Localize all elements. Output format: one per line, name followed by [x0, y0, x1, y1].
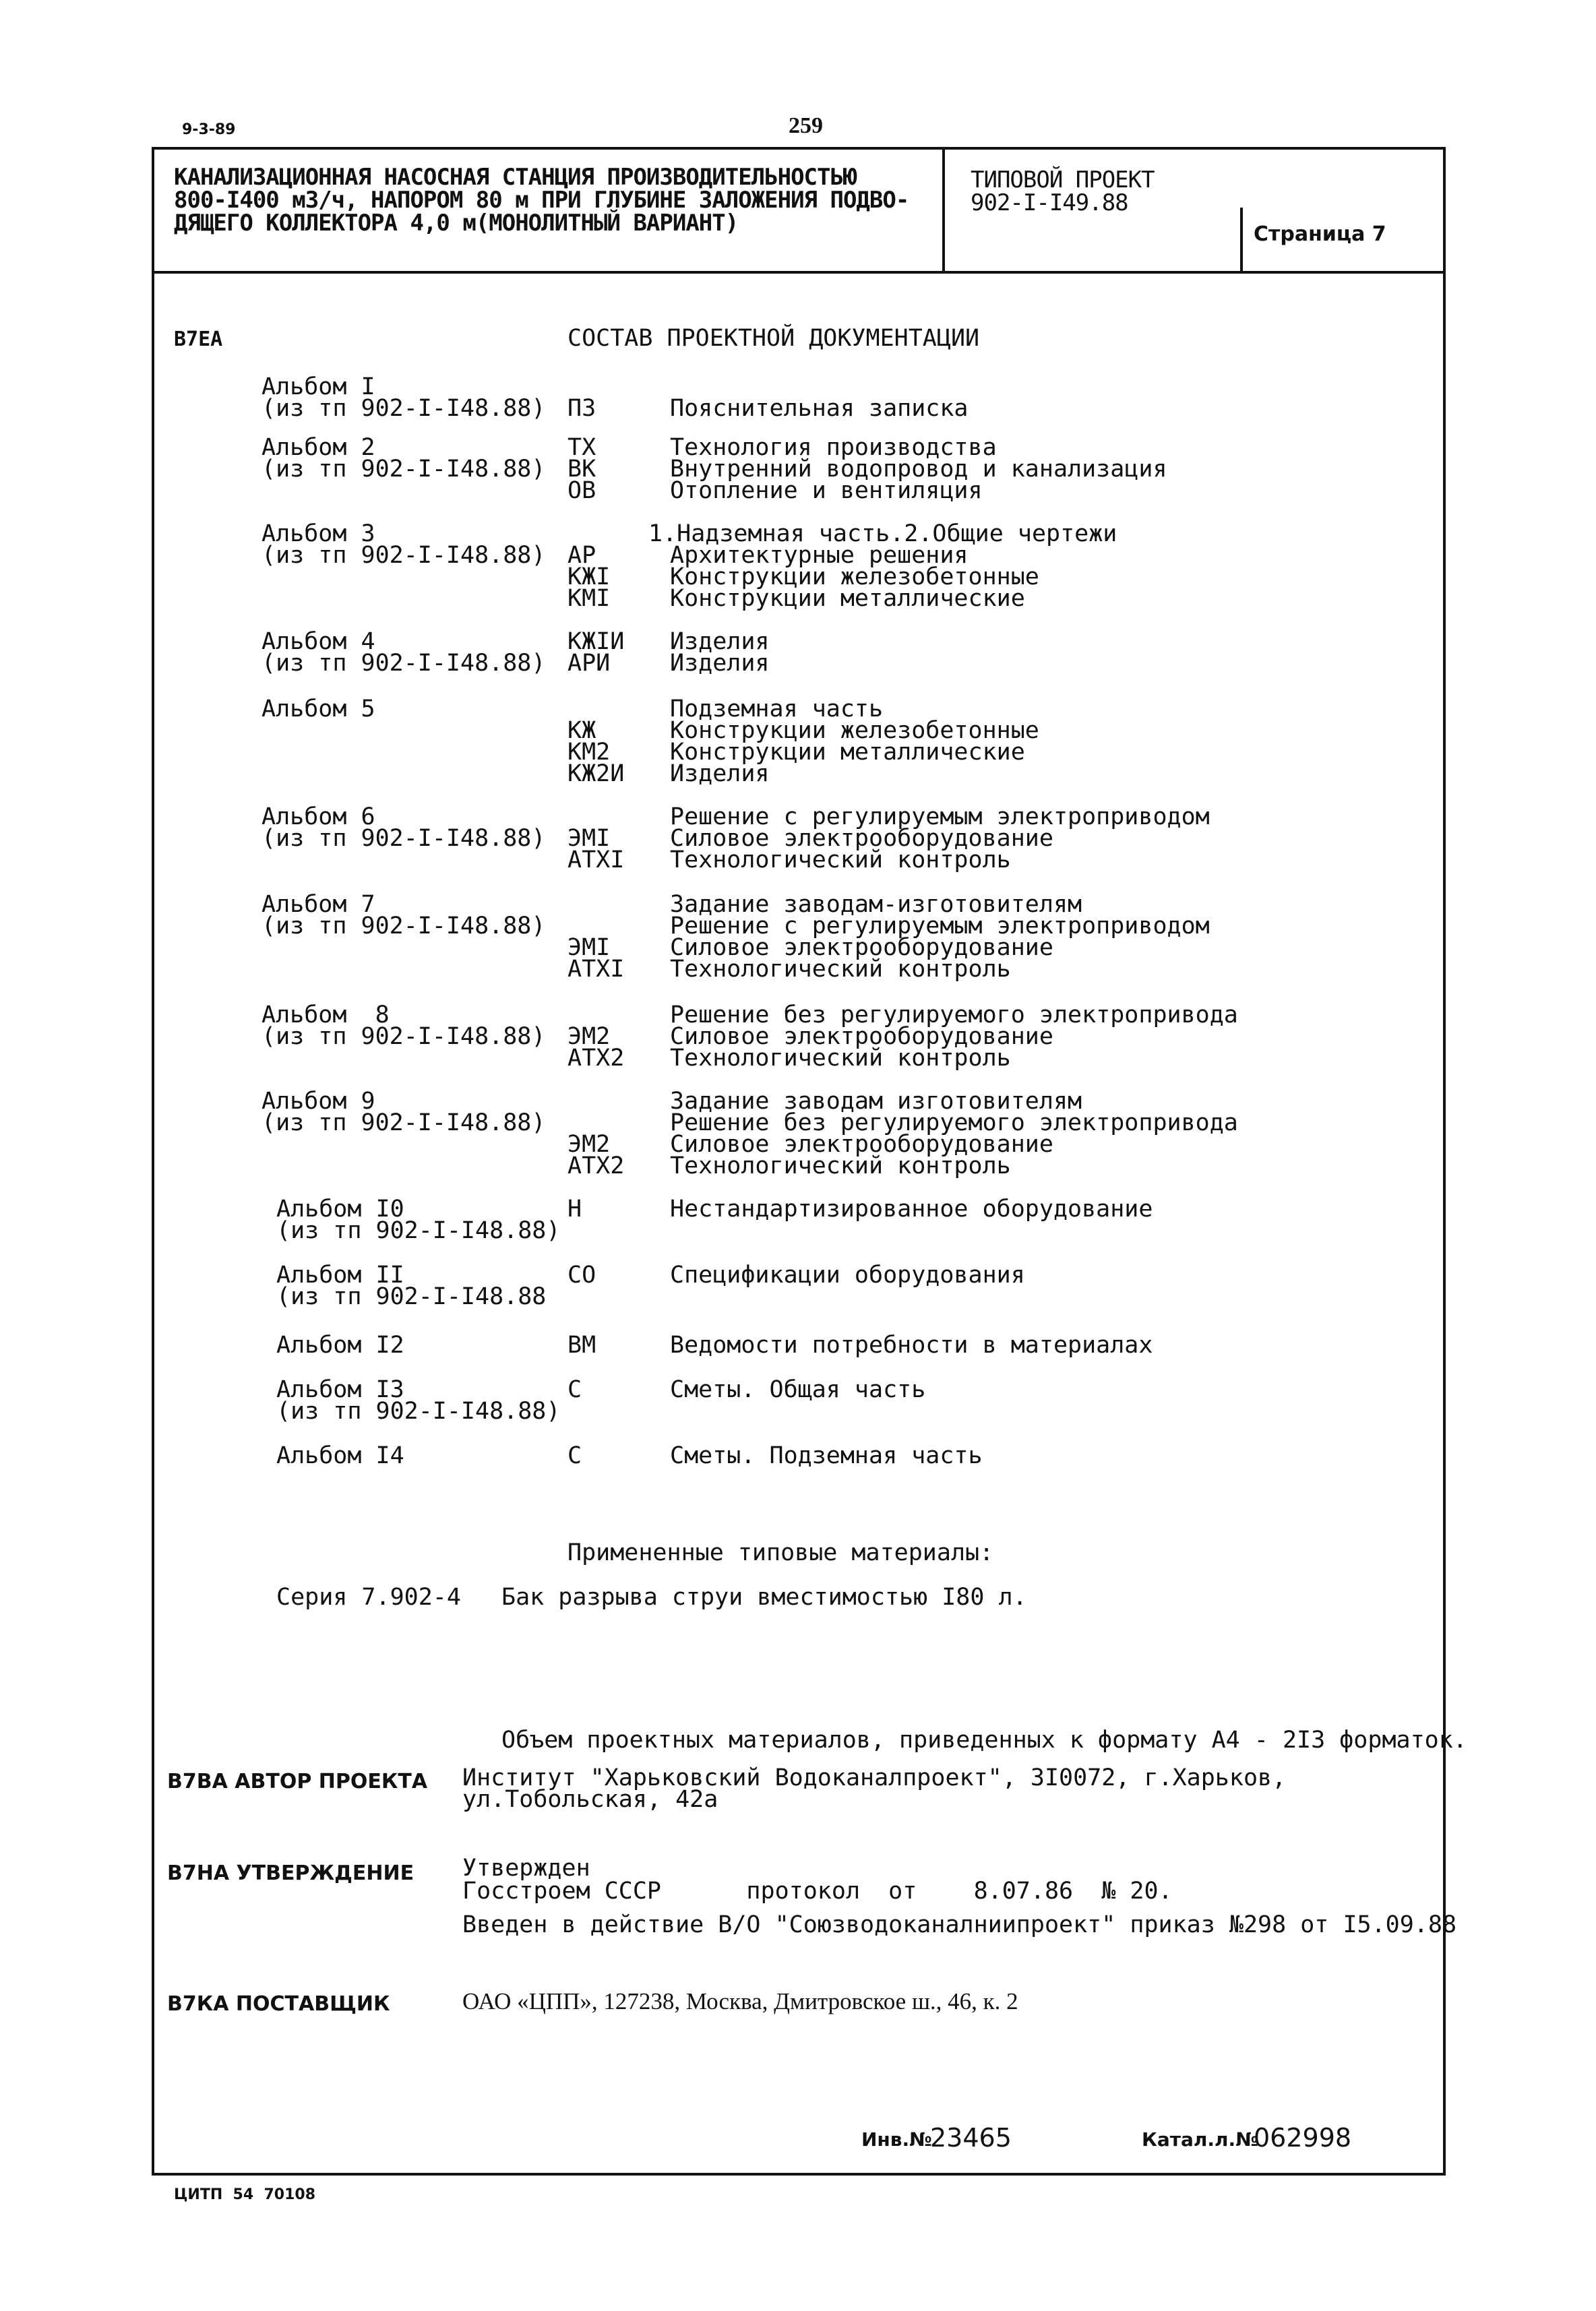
doc-title: Конструкции железобетонные — [670, 717, 1039, 744]
doc-code: АРИ — [567, 650, 611, 677]
doc-code: ОВ — [567, 477, 596, 504]
doc-title: Отопление и вентиляция — [670, 477, 983, 504]
doc-code: КМ2 — [567, 739, 611, 766]
header-title-line-1: КАНАЛИЗАЦИОННАЯ НАСОСНАЯ СТАНЦИЯ ПРОИЗВОДИТЕЛЬНОСТЬЮ — [174, 164, 857, 191]
doc-title: Конструкции металлические — [670, 585, 1025, 612]
album-name: Альбом I — [262, 373, 375, 400]
author-label: В7ВА АВТОР ПРОЕКТА — [167, 1770, 428, 1793]
doc-title: Технологический контроль — [670, 956, 1011, 983]
doc-title: 1.Надземная часть.2.Общие чертежи — [648, 520, 1117, 547]
applied-title: Примененные типовые материалы: — [567, 1539, 994, 1566]
print-code: ЦИТП 54 70108 — [174, 2186, 316, 2203]
album-source: (из тп 902-I-I48.88) — [262, 1023, 546, 1050]
album-name: Альбом 4 — [262, 628, 375, 655]
header-divider — [152, 271, 1446, 274]
project-number: 902-I-I49.88 — [971, 189, 1128, 216]
doc-title: Силовое электрооборудование — [670, 934, 1053, 961]
album-name: Альбом 5 — [262, 696, 375, 722]
doc-code: ЭМI — [567, 934, 611, 961]
header-title-line-3: ДЯЩЕГО КОЛЛЕКТОРА 4,0 м(МОНОЛИТНЫЙ ВАРИАНТ) — [174, 210, 739, 237]
doc-title: Пояснительная записка — [670, 395, 969, 422]
album-source: (из тп 902-I-I48.88) — [262, 456, 546, 483]
project-label: ТИПОВОЙ ПРОЕКТ — [971, 166, 1155, 193]
doc-title: Задание заводам изготовителям — [670, 1088, 1082, 1115]
doc-code: ВМ — [567, 1332, 596, 1359]
doc-title: Конструкции железобетонные — [670, 563, 1039, 590]
doc-title: Силовое электрооборудование — [670, 1023, 1053, 1050]
doc-code: ВК — [567, 456, 596, 483]
album-name: Альбом 9 — [262, 1088, 375, 1115]
doc-title: Технологический контроль — [670, 1045, 1011, 1072]
album-name: Альбом I3 — [276, 1376, 404, 1403]
doc-code: КМI — [567, 585, 611, 612]
doc-title: Решение без регулируемого электропривода — [670, 1109, 1238, 1136]
applied-text: Бак разрыва струи вместимостью I80 л. — [501, 1584, 1027, 1611]
doc-code: АР — [567, 542, 596, 569]
doc-code: ЭМI — [567, 825, 611, 852]
header-vdivider-1 — [942, 147, 945, 272]
volume-text: Объем проектных материалов, приведенных к формату А4 - 2I3 форматок. — [501, 1727, 1467, 1754]
album-source: (из тп 902-I-I48.88) — [276, 1217, 561, 1244]
doc-title: Ведомости потребности в материалах — [670, 1332, 1153, 1359]
series-code: 9-3-89 — [182, 121, 236, 138]
doc-code: ЭМ2 — [567, 1023, 611, 1050]
doc-title: Силовое электрооборудование — [670, 825, 1053, 852]
approval-label: В7НА УТВЕРЖДЕНИЕ — [167, 1861, 415, 1885]
album-source: (из тп 902-I-I48.88 — [276, 1283, 547, 1310]
header-vdivider-2 — [1240, 208, 1243, 272]
author-line-2: ул.Тобольская, 42а — [462, 1786, 718, 1813]
doc-title: Конструкции металлические — [670, 739, 1025, 766]
album-name: Альбом I0 — [276, 1196, 404, 1223]
album-source: (из тп 902-I-I48.88) — [262, 1109, 546, 1136]
supplier-label: В7КА ПОСТАВЩИК — [167, 1992, 390, 2016]
album-source: (из тп 902-I-I48.88) — [262, 395, 546, 422]
doc-code: АТХI — [567, 956, 625, 983]
section-code: В7ЕА — [174, 328, 223, 351]
album-name: Альбом 7 — [262, 891, 375, 918]
doc-title: Внутренний водопровод и канализация — [670, 456, 1167, 483]
doc-title: Нестандартизированное оборудование — [670, 1196, 1153, 1223]
doc-title: Решение с регулируемым электроприводом — [670, 803, 1210, 830]
doc-code: КЖ2И — [567, 760, 625, 787]
doc-code: ТХ — [567, 434, 596, 461]
doc-code: АТХ2 — [567, 1045, 625, 1072]
section-title: СОСТАВ ПРОЕКТНОЙ ДОКУМЕНТАЦИИ — [567, 325, 980, 352]
doc-code: ПЗ — [567, 395, 596, 422]
doc-code: КЖIИ — [567, 628, 625, 655]
doc-title: Решение с регулируемым электроприводом — [670, 913, 1210, 939]
doc-title: Технологический контроль — [670, 1152, 1011, 1179]
doc-code: Н — [567, 1196, 582, 1223]
doc-title: Сметы. Подземная часть — [670, 1442, 983, 1469]
album-source: (из тп 902-I-I48.88) — [262, 542, 546, 569]
album-name: Альбом 6 — [262, 803, 375, 830]
album-name: Альбом 2 — [262, 434, 375, 461]
album-source: (из тп 902-I-I48.88) — [262, 825, 546, 852]
doc-title: Технологический контроль — [670, 846, 1011, 873]
header-title-line-2: 800-I400 м3/ч, НАПОРОМ 80 м ПРИ ГЛУБИНЕ ЗАЛОЖЕНИЯ ПОДВО- — [174, 187, 909, 214]
doc-code: АТХI — [567, 846, 625, 873]
album-source: (из тп 902-I-I48.88) — [262, 913, 546, 939]
doc-title: Технология производства — [670, 434, 997, 461]
catalog-label: Катал.л.№ — [1142, 2128, 1258, 2151]
doc-code: СО — [567, 1262, 596, 1289]
doc-code: КЖ — [567, 717, 596, 744]
album-name: Альбом I4 — [276, 1442, 404, 1469]
applied-series: Серия 7.902-4 — [276, 1584, 461, 1611]
approval-line-3: Введен в действие В/О "Союзводоканалниипроект" приказ №298 от I5.09.88 — [462, 1911, 1457, 1938]
album-name: Альбом 8 — [262, 1002, 390, 1028]
author-line-1: Институт "Харьковский Водоканалпроект", 3I0072, г.Харьков, — [462, 1764, 1287, 1791]
doc-title: Решение без регулируемого электропривода — [670, 1002, 1238, 1028]
approval-line-2: Госстроем СССР протокол от 8.07.86 № 20. — [462, 1878, 1173, 1905]
doc-title: Спецификации оборудования — [670, 1262, 1025, 1289]
doc-title: Изделия — [670, 760, 770, 787]
supplier-text: ОАО «ЦПП», 127238, Москва, Дмитровское ш., 46, к. 2 — [462, 1988, 1018, 2014]
page-label: Страница 7 — [1254, 222, 1386, 246]
doc-title: Архитектурные решения — [670, 542, 969, 569]
doc-code: С — [567, 1376, 582, 1403]
doc-code: ЭМ2 — [567, 1131, 611, 1158]
inventory-value: 23465 — [930, 2123, 1012, 2153]
album-name: Альбом I2 — [276, 1332, 404, 1359]
approval-line-1: Утвержден — [462, 1855, 590, 1882]
inventory-label: Инв.№ — [861, 2128, 932, 2151]
doc-title: Изделия — [670, 628, 770, 655]
page-number: 259 — [789, 113, 823, 138]
doc-title: Силовое электрооборудование — [670, 1131, 1053, 1158]
album-name: Альбом II — [276, 1262, 404, 1289]
album-name: Альбом 3 — [262, 520, 375, 547]
album-source: (из тп 902-I-I48.88) — [276, 1398, 561, 1425]
catalog-value: 062998 — [1254, 2123, 1352, 2153]
doc-title: Задание заводам-изготовителям — [670, 891, 1082, 918]
doc-code: С — [567, 1442, 582, 1469]
doc-title: Сметы. Общая часть — [670, 1376, 926, 1403]
album-source: (из тп 902-I-I48.88) — [262, 650, 546, 677]
doc-title: Изделия — [670, 650, 770, 677]
doc-code: АТХ2 — [567, 1152, 625, 1179]
doc-title: Подземная часть — [670, 696, 884, 722]
doc-code: КЖI — [567, 563, 611, 590]
